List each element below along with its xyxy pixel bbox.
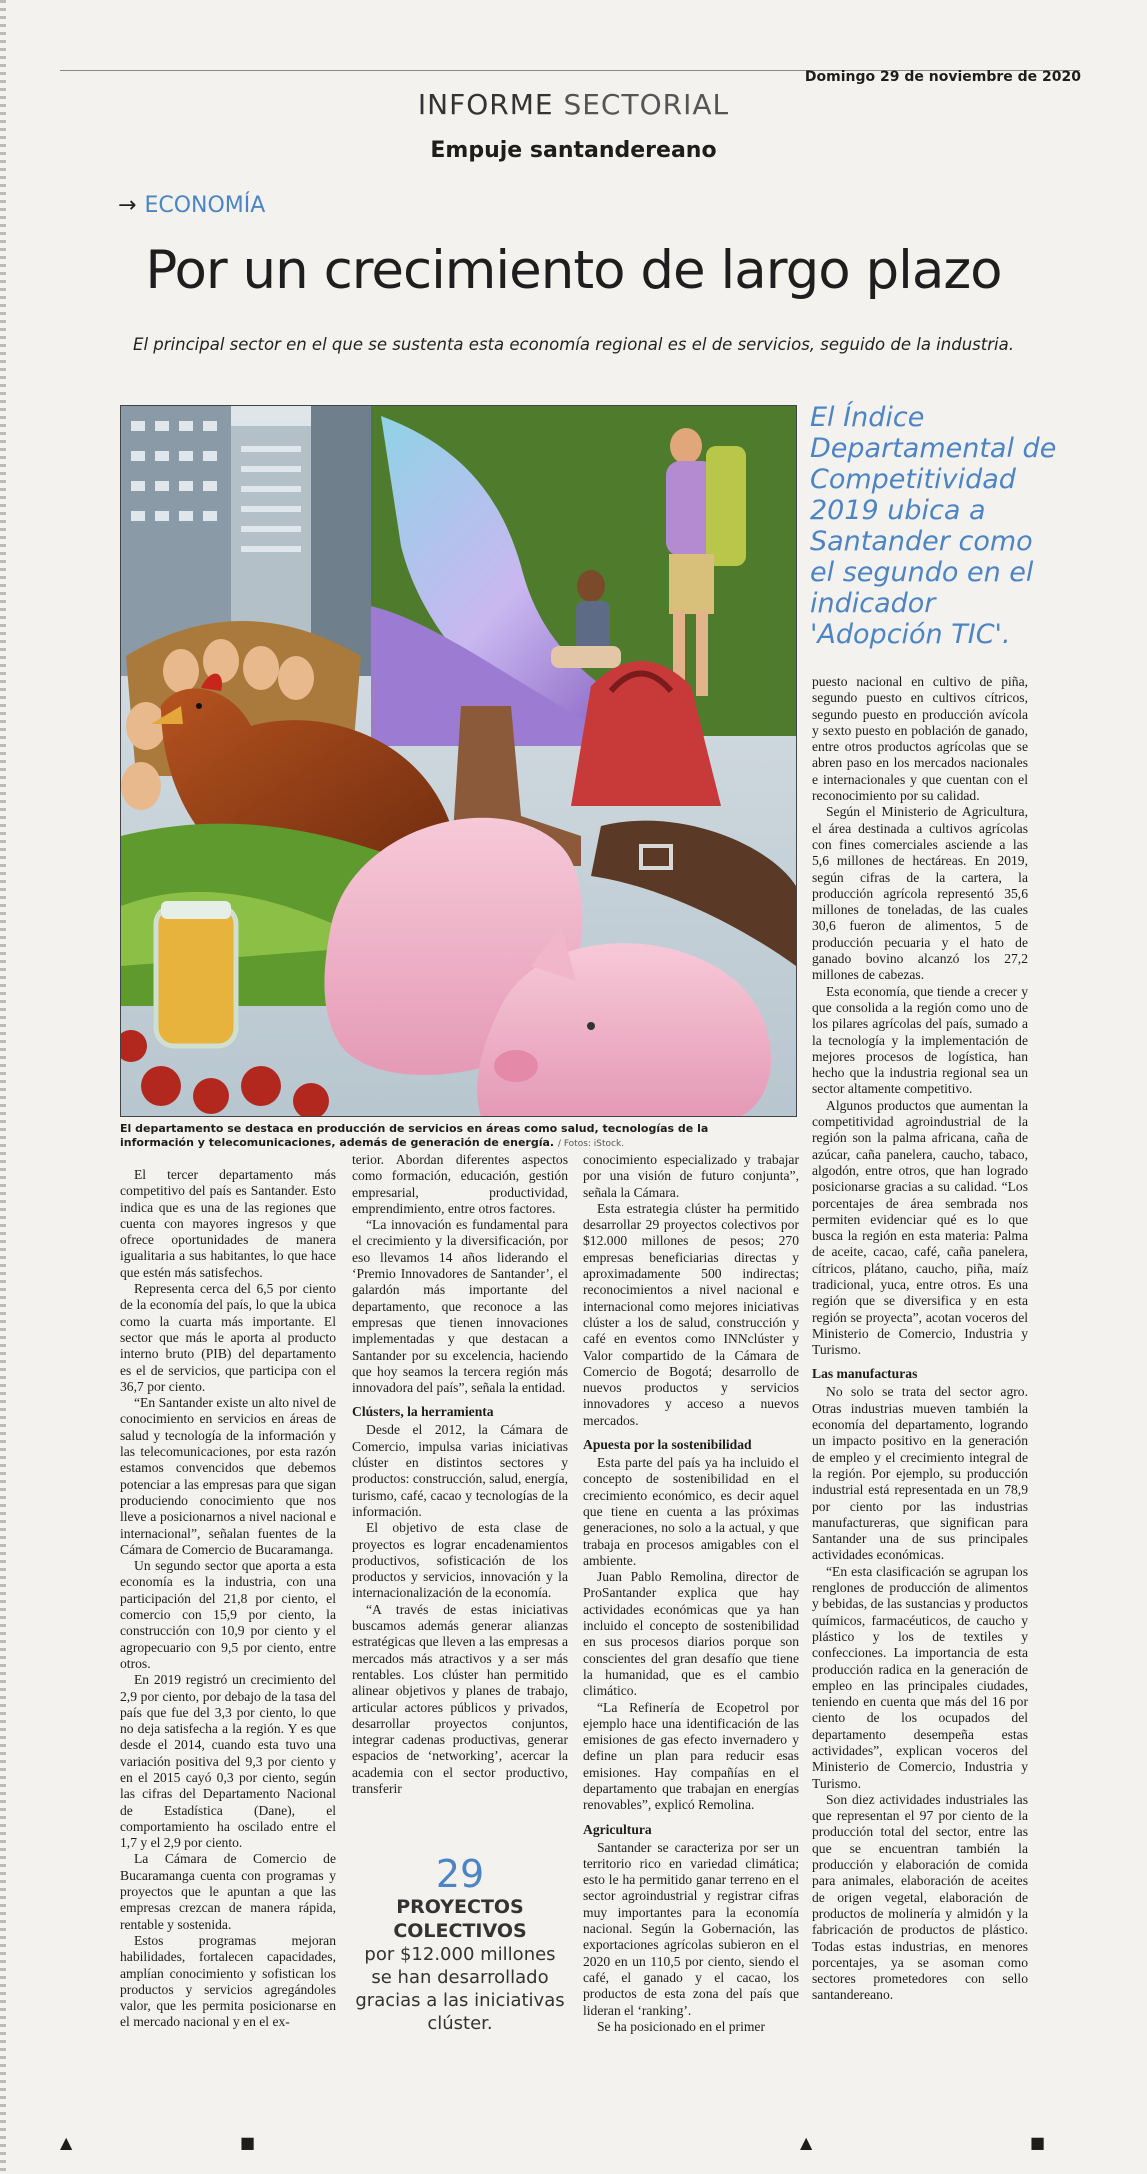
fact-box	[352, 1853, 568, 2035]
photo-caption	[120, 1122, 780, 1151]
text-column-1	[120, 1167, 336, 2031]
paragraph: En 2019 registró un crecimiento del 2,9 por ciento, por debajo de la tasa del país que fue del 3,3 por ciento, lo que no deja satisfecha a la región. Y es que desde el 2014, cuando esta tuvo una variación positiva del 9,3 por ciento y en el 2015 cayó 0,3 por ciento, según las cifras del Departamento Nacional de Estadística (Dane), el comportamiento ha oscilado entre el 1,7 y el 2,9 por ciento.	[120, 1672, 336, 1851]
paragraph: El objetivo de esta clase de proyectos es lograr encadenamientos productivos, sofisticación de los productos y servicios, innovación y la internacionalización de la economía.	[352, 1520, 568, 1601]
fact-label: PROYECTOS COLECTIVOS	[393, 1896, 527, 1942]
paragraph: Según el Ministerio de Agricultura, el área destinada a cultivos agrícolas con fines comerciales asciende a las 5,6 millones de hectáreas. En 2019, según cifras de la cartera, la producción agrícola representó 35,6 millones de toneladas, de las cuales 30,6 fueron de alimentos, 5 de producción pecuaria y el hato de ganado bovino alcanzó los 27,2 millones de cabezas.	[812, 804, 1028, 983]
subheading-manufacturas: Las manufacturas	[812, 1366, 918, 1382]
section-title-thin: SECTORIAL	[563, 88, 730, 121]
caption-text: El departamento se destaca en producción de servicios en áreas como salud, tecnologías de la información y telecomunicaciones, además de generación de energía.	[120, 1122, 709, 1149]
paragraph: Esta parte del país ya ha incluido el concepto de sostenibilidad en el crecimiento económico, es decir aquel que tiene en cuenta a las próximas generaciones, no solo a la actual, y que trabaja en procesos amigables con el ambiente.	[583, 1455, 799, 1568]
arrow-right-icon: →	[118, 193, 137, 218]
paragraph: Juan Pablo Remolina, director de ProSantander explica que hay actividades económicas que ya han incluido el concepto de sostenibilidad en sus procesos diarios porque son conscientes del gran desafío que tiene la humanidad, que es el cambio climático.	[583, 1569, 799, 1699]
paragraph: Se ha posicionado en el primer	[597, 2018, 765, 2034]
pull-quote: El Índice Departamental de Competitividad 2019 ubica a Santander como el segundo en el indicador 'Adopción TIC'.	[810, 402, 1057, 650]
fact-number: 29	[435, 1852, 485, 1896]
paragraph: terior. Abordan diferentes aspectos como formación, educación, gestión empresarial, productividad, emprendimiento, entre otros factores.	[352, 1152, 568, 1216]
paragraph: Desde el 2012, la Cámara de Comercio, impulsa varias iniciativas clúster en distintos sectores y productos: construcción, salud, energía, turismo, café, cacao y tecnologías de la información.	[352, 1422, 568, 1519]
scan-edge	[0, 0, 6, 2174]
registration-mark: ■	[240, 2133, 256, 2152]
photo-credit: / Fotos: iStock.	[557, 1139, 625, 1149]
kicker	[118, 193, 265, 218]
kicker-label: ECONOMÍA	[144, 193, 266, 218]
paragraph: “La innovación es fundamental para el crecimiento y la diversificación, por eso llevamos 14 años liderando el ‘Premio Innovadores de Santander’, el galardón más importante del departamento, que reconoce a las empresas que tienen innovaciones implementadas y que destacan a Santander por su excelencia, haciendo que hoy seamos la tercera región más innovadora del país”, señala la entidad.	[352, 1217, 568, 1396]
registration-mark: ▲	[60, 2133, 73, 2152]
headline: Por un crecimiento de largo plazo	[145, 240, 1002, 301]
paragraph: No solo se trata del sector agro. Otras industrias mueven también la economía del departamento, logrando un impacto positivo en la generación de empleo y el crecimiento integral de la región. Por ejemplo, su producción industrial está representada en un 78,9 por ciento por las industrias manufactureras, que significan para Santander una de sus principales actividades económicas.	[812, 1384, 1028, 1563]
paragraph: Esta estrategia clúster ha permitido desarrollar 29 proyectos colectivos por $12.000 millones de pesos; 270 empresas beneficiarias directas y aproximadamente 500 indirectas; reconocimientos a nivel nacional e internacional como mejores iniciativas clúster a los de salud, construcción y café en eventos como INNclúster y Valor compartido de la Cámara de Comercio de Bogotá; desarrollo de nuevos productos y servicios innovadores y acceso a nuevos mercados.	[583, 1200, 799, 1428]
fact-description: por $12.000 millones se han desarrollado gracias a las iniciativas clúster.	[355, 1944, 565, 2034]
paragraph: Son diez actividades industriales las que representan el 97 por ciento de la producción total del sector, entre las que se encuentran también la producción y elaboración de comida para animales, elaboración de aceites de origen vegetal, elaboración de productos de molinería y almidón y la fabricación de productos de plástico. Todas estas industrias, en menores porcentajes, ya se asoman como sectores prometedores con sello santandereano.	[812, 1791, 1028, 2003]
deck: El principal sector en el que se sustenta esta economía regional es el de servicios, seguido de la industria.	[133, 335, 1014, 354]
paragraph: El tercer departamento más competitivo del país es Santander. Esto indica que es una de las regiones que cuenta con mayores ingresos y que ofrece oportunidades de manera igualitaria a sus habitantes, lo que hace que estén más satisfechos.	[120, 1167, 336, 1280]
paragraph: Un segundo sector que aporta a esta economía es la industria, con una participación del 21,8 por ciento, el comercio con 15,9 por ciento, la construcción con 10,9 por ciento y el agropecuario con 9,5 por ciento, entre otros.	[120, 1558, 336, 1671]
section-subtitle: Empuje santandereano	[430, 138, 717, 163]
registration-mark: ■	[1030, 2133, 1046, 2152]
text-column-4	[812, 674, 1028, 2004]
paragraph: Estos programas mejoran habilidades, fortalecen capacidades, amplían conocimiento y sofistican los productos y servicios agregándoles valor, que les permita posicionarse en el mercado nacional y en el ex-	[120, 1932, 336, 2030]
paragraph: puesto nacional en cultivo de piña, segundo puesto en cultivos cítricos, segundo puesto en producción avícola y sexto puesto en población de ganado, entre otros productos agrícolas que se abren paso en los mercados nacionales e internacionales y que cuentan con el reconocimiento por su calidad.	[812, 674, 1028, 804]
paragraph: “La Refinería de Ecopetrol por ejemplo hace una identificación de las emisiones de gas efecto invernadero y define un plan para reducir esas emisiones. Hay compañías en el departamento que trabajan en energías renovables”, explicó Remolina.	[583, 1699, 799, 1813]
subheading-sostenibilidad: Apuesta por la sostenibilidad	[583, 1437, 752, 1453]
paragraph: “En Santander existe un alto nivel de conocimiento en servicios en áreas de salud y tecnología de la información y las telecomunicaciones, por esta razón estamos convencidos que debemos potenciar a las empresas para que sigan produciendo conocimiento que nos lleve a posicionarnos a nivel nacional e internacional”, señalan fuentes de la Cámara de Comercio de Bucaramanga.	[120, 1395, 336, 1557]
paragraph: “En esta clasificación se agrupan los renglones de producción de alimentos y bebidas, de las sustancias y productos químicos, farmacéuticos, de caucho y plástico y los de textiles y confecciones. La importancia de esta producción radica en la generación de empleo en las principales ciudades, teniendo en cuenta que más del 16 por ciento de los ocupados del departamento desempeña estas actividades”, explican voceros del Ministerio de Comercio, Industria y Turismo.	[812, 1563, 1028, 1791]
paragraph: “A través de estas iniciativas buscamos además generar alianzas estratégicas que lleven a las empresas a mercados más atractivos y a ser más rentables. Los clúster han permitido alinear objetivos y planes de trabajo, articular actores públicos y privados, desarrollar proyectos conjuntos, integrar cadenas productivas, generar espacios de ‘networking’, acercar la academia con el sector productivo, transferir	[352, 1601, 568, 1796]
paragraph: Esta economía, que tiende a crecer y que consolida a la región como uno de los pilares agrícolas del país, sumado a la tecnología y la implementación de mejores procesos de logística, han hecho que la industria regional sea un sector altamente competitivo.	[812, 983, 1028, 1097]
collage-photo	[120, 405, 797, 1117]
paragraph: Algunos productos que aumentan la competitividad agroindustrial de la región son la palma africana, caña de azúcar, caña panelera, caucho, tabaco, algodón, entre otros, que han logrado posicionarse gracias a su calidad. “Los porcentajes de área sembrada nos permiten evidenciar qué es lo que busca la región en esta materia: Palma de aceite, cacao, café, caña panelera, cítricos, plátano, caucho, piña, maíz tradicional, yuca, entre otros. Es una región que se diversifica y en esta región se proyecta”, acotan voceros del Ministerio de Comercio, Industria y Turismo.	[812, 1097, 1028, 1358]
paragraph: Representa cerca del 6,5 por ciento de la economía del país, lo que la ubica como la cuarta más importante. El sector que más le aporta al producto interno bruto (PIB) del departamento es el de servicios, que participa con el 36,7 por ciento.	[120, 1281, 336, 1394]
paragraph: Santander se caracteriza por ser un territorio rico en variedad climática; esto le ha permitido ganar terreno en el sector agroindustrial y registrar cifras muy importantes para la economía nacional. Según la Gobernación, las exportaciones agrícolas subieron en el 2020 en un 110,5 por ciento, siendo el café, el ganado y el cacao, los productos de esta zona del país que lideran el ‘ranking’.	[583, 1839, 799, 2018]
dateline: Domingo 29 de noviembre de 2020	[804, 69, 1081, 85]
text-column-3	[583, 1152, 799, 2035]
section-title	[0, 88, 1147, 121]
paragraph: conocimiento especializado y trabajar por una visión de futuro conjunta”, señala la Cámara.	[583, 1152, 799, 1200]
subheading-agricultura: Agricultura	[583, 1821, 652, 1837]
registration-mark: ▲	[800, 2133, 813, 2152]
subheading-clusters: Clústers, la herramienta	[352, 1404, 494, 1420]
paragraph: La Cámara de Comercio de Bucaramanga cuenta con programas y proyectos que le apuntan a que las empresas crezcan de manera rápida, rentable y sostenida.	[120, 1851, 336, 1932]
section-title-bold: INFORME	[417, 88, 554, 121]
text-column-2	[352, 1152, 568, 1797]
